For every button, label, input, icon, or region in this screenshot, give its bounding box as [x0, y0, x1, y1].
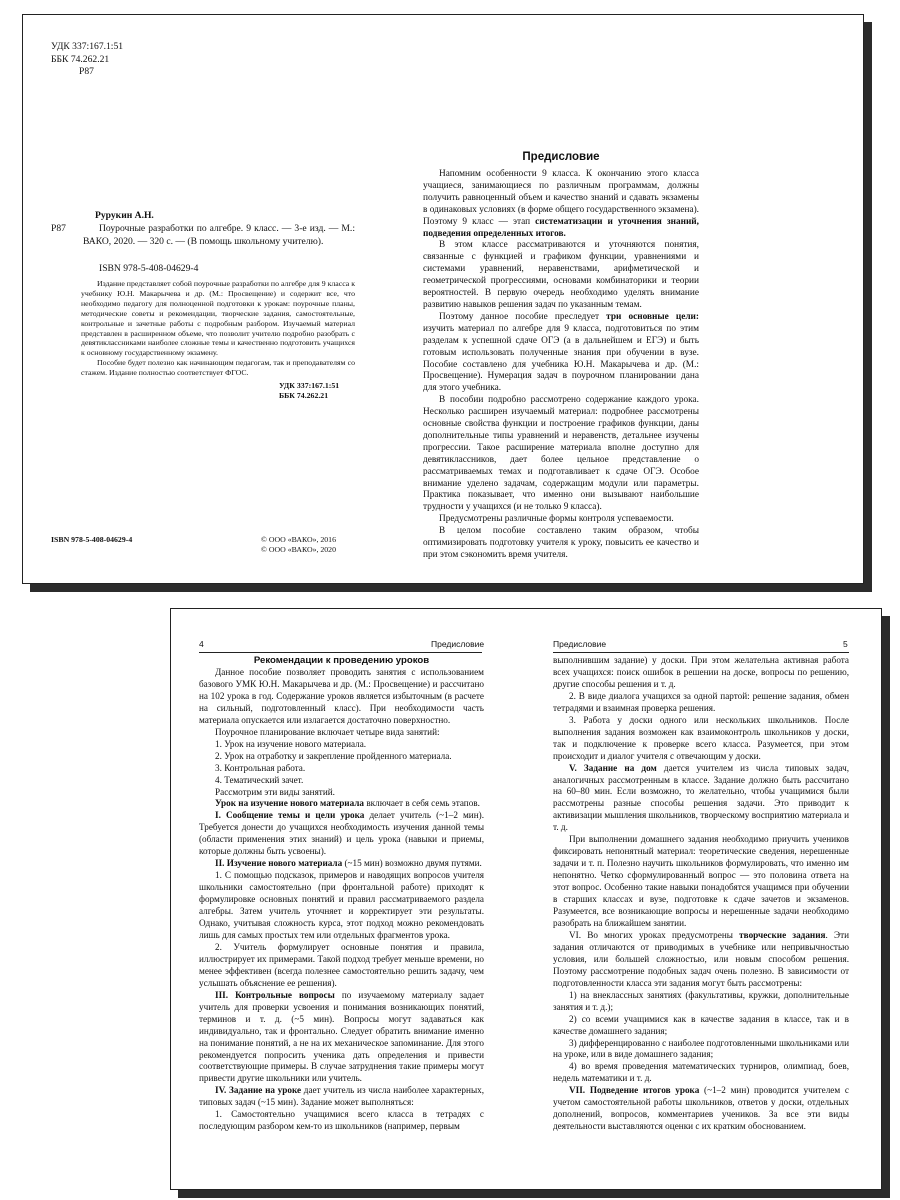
emphasis-run: II. Изучение нового материала: [215, 858, 343, 869]
udk-bbk-bold: [279, 381, 389, 401]
text-run: (~1–2 мин) проводится учителем с учетом самостоятельной работы школьников, ответов у доски, отдельных дополнений, вопросов, комментариев учеников. За все эти виды деятельности выставляются оценки с их кратким обоснованием.: [553, 1085, 850, 1132]
emphasis-run: три основные цели:: [606, 311, 699, 322]
plan-list-item: 1. Урок на изучение нового материала.: [215, 738, 367, 749]
emphasis-run: Урок на изучение нового материала: [215, 798, 365, 809]
text-run: по изучаемому материалу задает учитель для проверки усвоения и понимания возникающих понятий, терминов и т. д. (~5 мин). Вопросы могут задаваться как индивидуально, так и фронтально. Следует обратить внимание именно на понимание понятий, а не на их механическое запоминание. Для этого рекомендуется попросить ученика дать определения и привести соответствующие примеры. В случае затруднения такие примеры могут привести другие школьники или учитель.: [199, 989, 484, 1084]
preface-paragraph: [423, 312, 699, 395]
isbn-bottom: ISBN 978-5-408-04629-4: [51, 535, 133, 544]
body-paragraph: Поурочное планирование включает четыре вида занятий:: [215, 726, 440, 737]
preface-paragraph: В пособии подробно рассмотрено содержание каждого урока. Несколько расширен изучаемый материал: подробнее рассмотрены основные свойства функции и построение графиков функции, даны дополнительные типы уравнений и неравенств, детальнее изучены прогрессии. Такое расширение материала вполне доступно для девятиклассников, дает более цельное представление о рассматриваемых темах и подготавливает к сдаче ОГЭ. Особое внимание уделено задачам, содержащим модули или параметры. Практика показывает, что именно они вызывают наибольшие трудности у учащихся (и не только 9 класса).: [423, 395, 699, 513]
body-paragraph: При выполнении домашнего задания необходимо приучить учеников фиксировать непонятный материал: теоретические сведения, нерешенные задачи и т. п. Полезно научить школьников формулировать, что именно им непонятно. Четко сформулированный вопрос — это половина ответа на этот вопрос. Особенно такие навыки понадобятся учащимся при обучении в старших классах и вузе, подготовке к сдаче зачетов и экзаменов. Разумеется, все возникающие вопросы и нерешенные задачи необходимо разобрать на ближайшем занятии.: [553, 834, 849, 928]
biblio-code: Р87: [51, 223, 66, 234]
preface-paragraph: В этом классе рассматриваются и уточняются понятия, связанные с функцией и графиком функции, уравнениями и системами уравнений, неравенствами, арифметической и геометрической прогрессиями, основами комбинаторики и теории вероятностей. В первую очередь необходимо уделять внимание развитию навыков решения задач по указанным темам.: [423, 240, 699, 310]
emphasis-run: VII. Подведение итогов урока: [569, 1085, 700, 1096]
left-page-number: 4: [199, 639, 204, 649]
right-running-header: Предисловие: [553, 639, 607, 649]
plan-list-item: 3. Контрольная работа.: [215, 762, 306, 773]
body-paragraph: Данное пособие позволяет проводить занятия с использованием базового УМК Ю.Н. Макарычева и др. (М.: Просвещение) и рассчитано на 102 урока в год. Содержание уроков является избыточным (в расчете на сильный, подготовленный класс). При необходимости часть материала опускается или излагается достаточно поверхностно.: [199, 667, 484, 725]
right-column-body: [553, 655, 849, 1133]
creative-list-item: 2) со всеми учащимися как в качестве задания в классе, так и в качестве домашнего задания;: [553, 1013, 849, 1036]
preface-title: Предисловие: [522, 151, 600, 163]
udk-code: УДК 337:167.1:51: [51, 41, 124, 52]
emphasis-run: III. Контрольные вопросы: [215, 989, 335, 1000]
header-rule: [553, 652, 849, 653]
preface-paragraph: Предусмотрены различные формы контроля успеваемости.: [439, 514, 674, 525]
text-run: дает учитель из числа наиболее характерных, типовых задач (~15 мин). Задание может выполняться:: [199, 1085, 485, 1108]
annotation-paragraph: Издание представляет собой поурочные разработки по алгебре для 9 класса к учебнику Ю.Н. Макарычева и др. (М.: Просвещение) и содержит все, что необходимо педагогу для полноценной подготовки к урокам: поурочные планы, методические советы и рекомендации, творческие задания, самостоятельные, контрольные и зачетные работы с подробным разбором. Изучаемый материал представлен в расширенном объеме, что позволит учителю подробно разобрать с девятиклассниками наиболее сложные темы и качественно подготовить учащихся к основному государственному экзамену.: [81, 279, 355, 358]
creative-list-item: 1) на внеклассных занятиях (факультативы, кружки, дополнительные занятия и т. д.);: [553, 989, 849, 1012]
header-rule: [199, 652, 482, 653]
text-run: (~15 мин) возможно двумя путями.: [342, 858, 482, 869]
body-paragraph: 3. Работа у доски одного или нескольких школьников. После выполнения задания возможен как взаимоконтроль школьников у доски, так и подключение к проверке всего класса. Разумеется, при этом происходит и диалог учителя с отвечающим у доски.: [553, 714, 849, 761]
text-run: включает в себя семь этапов.: [364, 798, 480, 809]
body-paragraph: 2. В виде диалога учащихся за одной партой: решение задания, обмен тетрадями и взаимная проверка решения.: [553, 690, 849, 713]
text-run: Поэтому данное пособие преследует: [439, 311, 607, 322]
preface-paragraph: [423, 169, 699, 240]
body-paragraph: [199, 798, 484, 810]
body-paragraph: [199, 858, 484, 870]
text-run: Напомним особенности 9 класса. К окончанию этого класса учащиеся, занимающиеся по различным программам, должны получить равноценный объем и качество знаний и сдавать экзамены в одинаковых условиях (в форме общего государственного экзамена). Поэтому 9 класс — этап: [423, 169, 699, 227]
bibliographic-description: Поурочные разработки по алгебре. 9 класс. — 3-е изд. — М.: ВАКО, 2020. — 320 с. — (В помощь школьному учителю).: [83, 223, 355, 247]
creative-list-item: 3) дифференцированно с наиболее подготовленными школьниками или на уроке, или в виде домашнего задания;: [553, 1037, 849, 1060]
author-name-text: Рурукин А.Н.: [95, 210, 154, 221]
preface-paragraph: В целом пособие составлено таким образом, чтобы оптимизировать подготовку учителя к уроку, повысить ее качество и при этом сэкономить время учителя.: [423, 526, 699, 560]
left-running-header: Предисловие: [431, 639, 485, 649]
body-paragraph: [199, 1085, 484, 1109]
text-run: делает учитель (~1–2 мин). Требуется донести до учащихся необходимость изучения данной темы (области применения этих знаний) и цель урока (навыки и приемы, которые должны быть усвоены).: [199, 810, 484, 857]
bbk-bold: ББК 74.262.21: [279, 390, 329, 400]
preface-spread: [170, 608, 882, 1190]
body-paragraph: Рассмотрим эти виды занятий.: [215, 786, 335, 797]
body-paragraph: 1. С помощью подсказок, примеров и наводящих вопросов учителя школьники самостоятельно (при фронтальной работе) приходят к формулировке основных понятий и правил рассматриваемого раздела алгебры. Затем учитель уточняет и корректирует эти результаты. Однако, учитывая сложность курса, этот подход можно рекомендовать лишь для самых простых тем или отдельных фрагментов урока.: [199, 870, 484, 940]
body-paragraph: 2. Учитель формулирует основные понятия и правила, иллюстрирует их примерами. Такой подход требует меньше времени, но менее эффективен (всегда полезнее самостоятельно решить задачу, чем услышать объяснение ее решения).: [199, 941, 484, 988]
body-paragraph: выполнившим задание) у доски. При этом желательна активная работа всех учащихся: поиск ошибок в решении на доске, вопросы по решению, другие способы решения и т. д.: [553, 655, 849, 689]
annotation-paragraph: Пособие будет полезно как начинающим педагогам, так и преподавателям со стажем. Издание полностью соответствует ФГОС.: [81, 358, 355, 378]
emphasis-run: I. Сообщение темы и цели урока: [215, 810, 365, 821]
text-run: дается учителем из числа типовых задач, аналогичных рассмотренным в классе. Задание должно быть рассчитано на 60–80 мин. Если возможно, то желательно, чтобы учащимися были рассмотрены разные способы решения задачи. Это приводит к активизации мышления школьников, творческому восприятию материала и т. д.: [553, 762, 850, 833]
classification-block: [51, 41, 251, 79]
copyright-block: [261, 535, 401, 555]
emphasis-run: систематизации и уточнения знаний, подведения определенных итогов.: [423, 216, 699, 239]
right-page-number: 5: [843, 639, 848, 649]
creative-list-item: 4) во время проведения математических турниров, олимпиад, боев, недель математики и т. д.: [553, 1061, 849, 1084]
author-code: Р87: [79, 66, 94, 77]
annotation: [81, 279, 355, 378]
left-column-body: [199, 667, 484, 1133]
text-run: VI. Во многих уроках предусмотрены: [569, 929, 740, 940]
text-run: изучить материал по алгебре для 9 класса, подготовиться по этим разделам к успешной сдаче ОГЭ (а в дальнейшем и ЕГЭ) и быть готовым использовать полученные знания при обучении в вузе. Пособие составлено для учебника Ю.Н. Макарычева и др. (М.: Просвещение). Нумерация задач в поурочном планировании дана для этого учебника.: [423, 323, 699, 394]
author-name: [95, 210, 355, 223]
plan-list-item: 2. Урок на отработку и закрепление пройденного материала.: [215, 750, 452, 761]
emphasis-run: IV. Задание на уроке: [215, 1085, 302, 1096]
recommendations-title: Рекомендации к проведению уроков: [253, 655, 430, 666]
body-paragraph: [553, 930, 849, 990]
body-paragraph: [199, 810, 484, 858]
title-page-spread: [22, 14, 864, 584]
copyright-line: © ООО «ВАКО», 2020: [261, 544, 336, 554]
plan-list-item: 4. Тематический зачет.: [215, 774, 304, 785]
body-paragraph: [553, 1085, 849, 1133]
udk-bold: УДК 337:167.1:51: [279, 381, 340, 390]
copyright-line: © ООО «ВАКО», 2016: [261, 535, 336, 544]
bbk-code: ББК 74.262.21: [51, 53, 110, 65]
body-paragraph: [199, 990, 484, 1086]
body-paragraph: [553, 763, 849, 835]
emphasis-run: V. Задание на дом: [569, 762, 657, 773]
isbn-line: ISBN 978-5-408-04629-4: [99, 263, 199, 274]
emphasis-run: творческие задания: [739, 929, 826, 940]
text-run: . Эти задания отличаются от приводимых в учебнике или непривычностью условия, или большей сложностью, или новым способом решения. Поэтому рассмотрение подобных задач очень полезно. В зависимости от подготовленности класса эти задания могут быть рассмотрены:: [553, 929, 849, 988]
preface-body: [423, 169, 699, 562]
body-paragraph: 1. Самостоятельно учащимися всего класса в тетрадях с последующим разбором кем-то из школьников (например, первым: [199, 1109, 484, 1132]
